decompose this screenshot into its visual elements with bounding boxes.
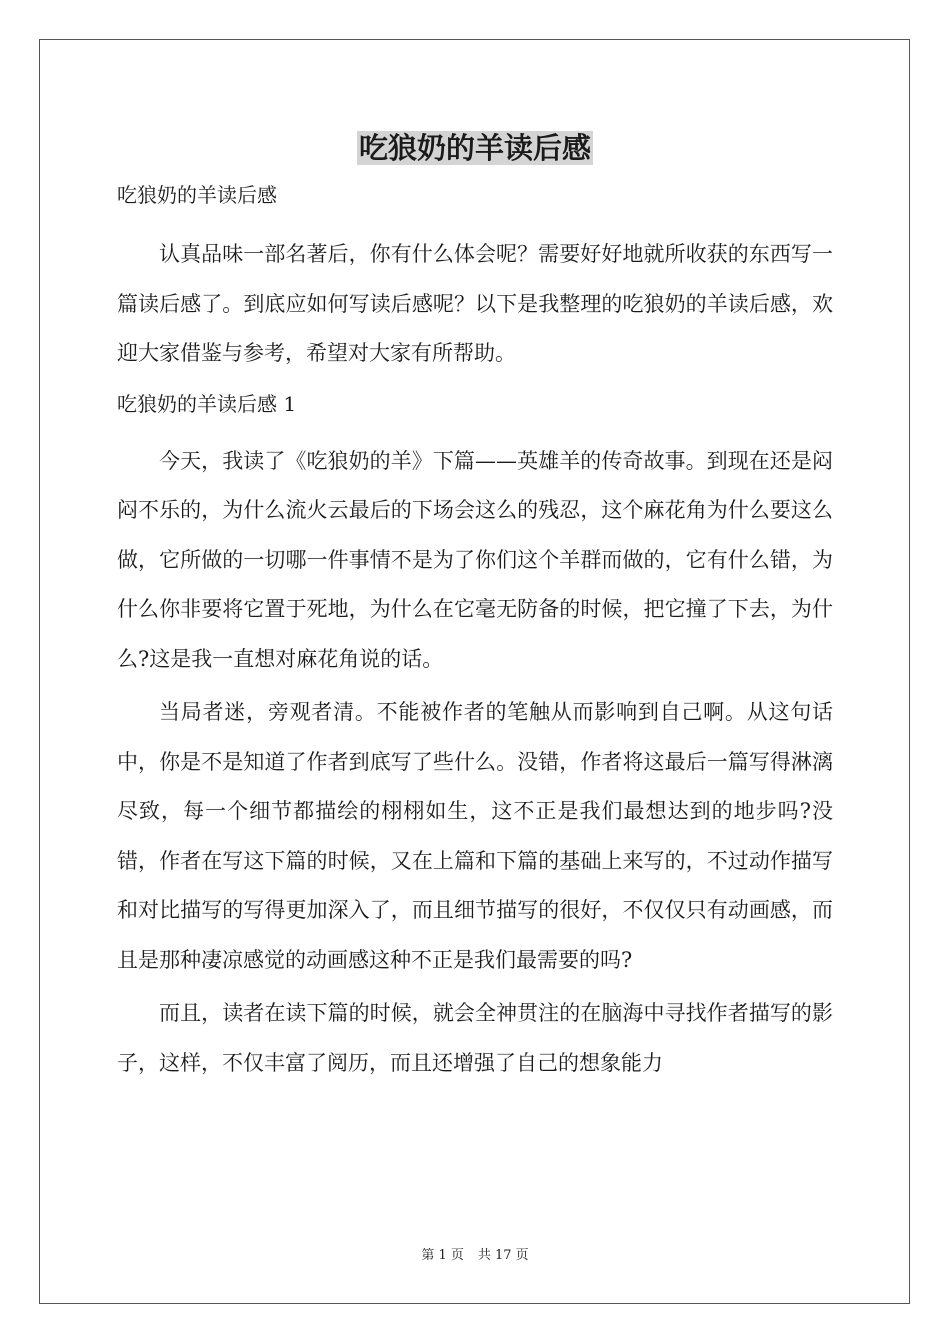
- page-total: 共 17 页: [477, 1248, 529, 1263]
- intro-heading: 吃狼奶的羊读后感: [117, 183, 277, 207]
- document-title-text: 吃狼奶的羊读后感: [358, 131, 591, 165]
- document-body: [117, 126, 833, 1088]
- body-paragraph-1: 今天，我读了《吃狼奶的羊》下篇——英雄羊的传奇故事。到现在还是闷闷不乐的，为什么流火云最后的下场会这么的残忍，这个麻花角为什么要这么做，它所做的一切哪一件事情不是为了你们这个羊群而做的，它有什么错，为什么你非要将它置于死地，为什么在它毫无防备的时候，把它撞了下去，为什么?这是我一直想对麻花角说的话。: [117, 448, 833, 671]
- section-heading-1: 吃狼奶的羊读后感 1: [117, 391, 297, 416]
- document-title: [117, 126, 833, 170]
- body-paragraph-2: 当局者迷，旁观者清。不能被作者的笔触从而影响到自己啊。从这句话中，你是不是知道了作者到底写了些什么。没错，作者将这最后一篇写得淋漓尽致，每一个细节都描绘的栩栩如生，这不正是我们最想达到的地步吗?没错，作者在写这下篇的时候，又在上篇和下篇的基础上来写的，不过动作描写和对比描写的写得更加深入了，而且细节描写的很好，不仅仅只有动画感，而且是那种凄凉感觉的动画感这种不正是我们最需要的吗?: [117, 700, 833, 972]
- page-number: 第 1 页: [421, 1248, 464, 1263]
- page-footer: [0, 1247, 950, 1265]
- body-paragraph-3: 而且，读者在读下篇的时候，就会全神贯注的在脑海中寻找作者描写的影子，这样，不仅丰富了阅历，而且还增强了自己的想象能力: [117, 1001, 833, 1075]
- intro-paragraph: 认真品味一部名著后，你有什么体会呢？需要好好地就所收获的东西写一篇读后感了。到底应如何写读后感呢？以下是我整理的吃狼奶的羊读后感，欢迎大家借鉴与参考，希望对大家有所帮助。: [117, 242, 833, 365]
